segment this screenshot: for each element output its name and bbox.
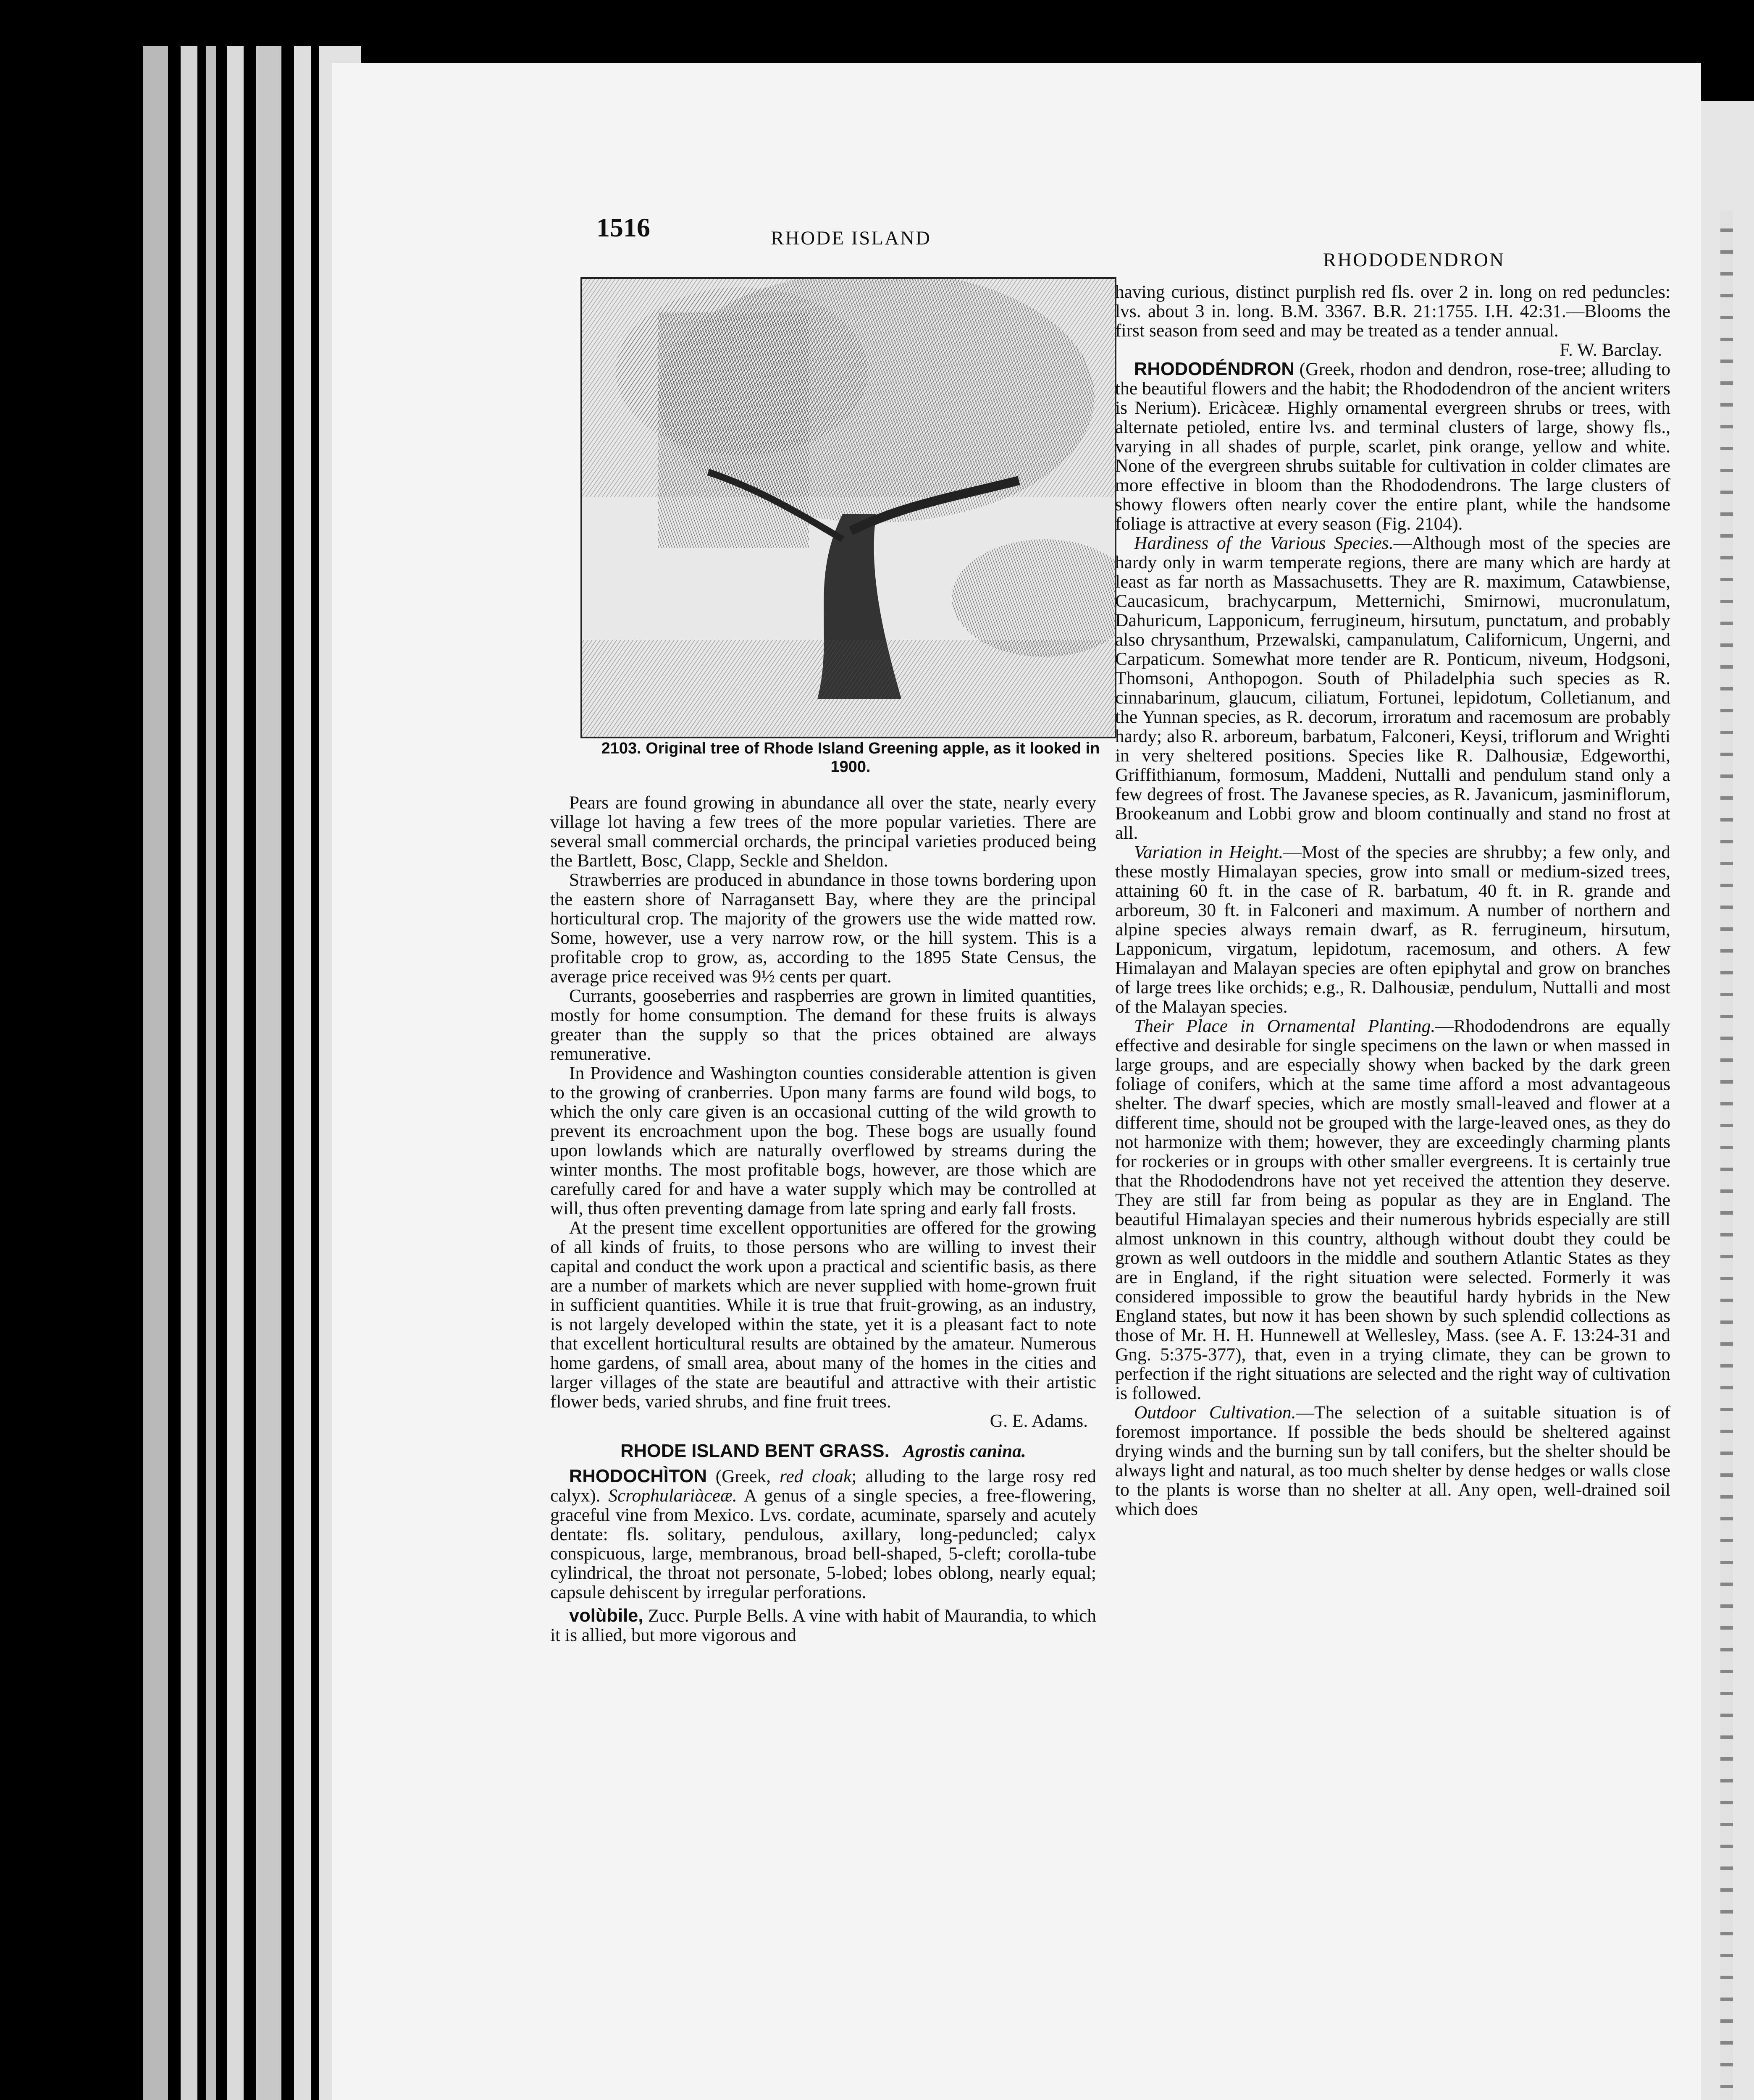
entry-volubile-head: volùbile,: [569, 1606, 643, 1626]
figure-illustration: [580, 277, 1116, 738]
paragraph-cranberries: In Providence and Washington counties considerable attention is given to the growing of cranberries. Upon many farms are found wild bogs, to which the only care given is an occasional cutting of the wild growth to prevent its encroachment upon the bog. These bogs are usually found upon lowlands which are naturally overflowed by streams during the winter months. The most profitable bogs, however, are those which are carefully cared for and have a water supply which may be controlled at will, thus often preventing damage from late spring and early fall frosts.: [550, 1063, 1096, 1218]
caption-line-1: 2103. Original tree of Rhode Island Greening apple,: [601, 740, 989, 757]
section-outdoor-title: Outdoor Cultivation.: [1134, 1402, 1296, 1423]
page-number: 1516: [596, 213, 650, 242]
left-column: [550, 793, 1096, 1645]
entry-rhodochiton-meaning: red cloak: [780, 1466, 852, 1486]
entry-rhododendron-intro: (Greek, rhodon and dendron, rose-tree; alluding to the beautiful flowers and the habit; the Rhododendron of the ancient writers is Nerium). Ericàceæ. Highly ornamental evergreen shrubs or trees, with alternate petioled, entire lvs. and terminal clusters of large, showy fls., varying in all shades of purple, scarlet, pink orange, yellow and white. None of the evergreen shrubs suitable for cultivation in colder climates are more effective in bloom than the Rhododendrons. The large clusters of showy flowers often nearly cover the entire plant, while the handsome foliage is attractive at every season (Fig. 2104).: [1115, 359, 1671, 534]
section-outdoor-text: —The selection of a suitable situation is of foremost importance. If possible the beds should be sheltered against drying winds and the burning sun by tall conifers, but the shelter should be always light and natural, as too much shelter by dense hedges or walls close to the plants is worse than no shelter at all. Any open, well-drained soil which does: [1115, 1402, 1670, 1519]
entry-rhodochiton-intro: (Greek,: [715, 1466, 771, 1486]
signature-adams: G. E. Adams.: [990, 1411, 1088, 1431]
section-outdoor: [1115, 1403, 1670, 1519]
tree-engraving: [582, 279, 1115, 737]
entry-rhododendron: [1115, 360, 1670, 533]
entry-rhodochiton-family: Scrophulariàceæ.: [608, 1486, 737, 1506]
paragraph-strawberries: Strawberries are produced in abundance in those towns bordering upon the eastern shore of Narragansett Bay, where they are the principal horticultural crop. The majority of the growers use the wide matted row. Some, however, use a very narrow row, or the hill system. This is a profitable crop to grow, as, according to the 1895 State Census, the average price received was 9½ cents per quart.: [550, 870, 1096, 987]
facing-page-edge: [1701, 101, 1754, 2100]
section-hardiness-title: Hardiness of the Various Species.: [1134, 533, 1394, 553]
entry-volubile-text: Zucc. Purple Bells. A vine with habit of Maurandia, to which it is allied, but more vigorous and: [550, 1606, 1096, 1645]
right-column: [1115, 282, 1670, 1519]
paragraph-currants: Currants, gooseberries and raspberries are grown in limited quantities, mostly for home consumption. The demand for these fruits is always greater than the supply so that the prices obtained are always remunerative.: [550, 986, 1096, 1064]
entry-rhodochiton-head: RHODOCHÌTON: [569, 1466, 707, 1486]
entry-rhodochiton: [550, 1467, 1096, 1602]
paragraph-continuation: having curious, distinct purplish red fls. over 2 in. long on red peduncles: lvs. about 3 in. long. B.M. 3367. B.R. 21:1755. I.H. 42:31.—Blooms the first season from seed and may be treated as a tender annual.: [1115, 282, 1670, 341]
section-planting-title: Their Place in Ornamental Planting.: [1134, 1016, 1436, 1036]
entry-bent-grass: [550, 1441, 1096, 1461]
section-variation: [1115, 843, 1670, 1016]
paragraph-pears: Pears are found growing in abundance all over the state, nearly every village lot having a few trees of the more popular varieties. There are several small commercial orchards, the principal varieties produced being the Bartlett, Bosc, Clapp, Seckle and Sheldon.: [550, 793, 1096, 871]
entry-bent-grass-latin: Agrostis canina.: [903, 1441, 1026, 1461]
section-variation-title: Variation in Height.: [1134, 842, 1284, 862]
section-variation-text: —Most of the species are shrubby; a few only, and these mostly Himalayan species, grow into small or medium-sized trees, attaining 60 ft. in the case of R. barbatum, 40 ft. in R. grande and arboreum, 30 ft. in Falconeri and maximum. A number of northern and alpine species always remain dwarf, as R. ferrugineum, hirsutum, Lapponicum, virgatum, lepidotum, racemosum, and others. A few Himalayan and Malayan species are often epiphytal and grow on branches of large trees like orchids; e.g., R. Dalhousiæ, pendulum, Nuttalli and most of the Malayan species.: [1115, 842, 1670, 1017]
entry-rhodochiton-text1: ; alluding to the large rosy red calyx).: [550, 1466, 1097, 1506]
paragraph-opportunities: At the present time excellent opportunities are offered for the growing of all kinds of fruits, to those persons who are willing to invest their capital and conduct the work upon a practical and scientific basis, as there are a number of markets which are never supplied with home-grown fruit in sufficient quantities. While it is true that fruit-growing, as an industry, is not largely developed within the state, yet it is a pleasant fact to note that excellent horticultural results are obtained by the amateur. Numerous home gardens, of small area, about many of the homes in the cities and larger villages of the state are beautiful and attractive with their artistic flower beds, varied shrubs, and fine fruit trees.: [550, 1218, 1096, 1412]
running-head-left: RHODE ISLAND: [771, 227, 931, 249]
signature-barclay: F. W. Barclay.: [1560, 340, 1662, 360]
running-head-right: RHODODENDRON: [1323, 249, 1505, 271]
entry-rhodochiton-description: A genus of a single species, a free-flowering, graceful vine from Mexico. Lvs. cordate, acuminate, sparsely and acutely dentate: fls. solitary, pendulous, axillary, long-peduncled; calyx conspicuous, large, membranous, broad bell-shaped, 5-cleft; corolla-tube cylindrical, the throat not personate, 5-lobed; lobes oblong, nearly equal; capsule dehiscent by irregular perforations.: [550, 1486, 1096, 1602]
entry-rhododendron-head: RHODODÉNDRON: [1134, 359, 1294, 379]
section-planting-text: —Rhododendrons are equally effective and desirable for single specimens on the lawn or when massed in large groups, and are especially showy when backed by the dark green foliage of conifers, which at the same time afford a most advantageous shelter. The dwarf species, which are mostly small-leaved and flower at a different time, should not be grouped with the large-leaved ones, as they do not harmonize with them; however, they are exceedingly charming plants for rockeries or in groups with other smaller evergreens. It is certainly true that the Rhododendrons have not yet received the attention they deserve. They are still far from being as popular as they are in England. The beautiful Himalayan species and their numerous hybrids especially are still almost unknown in this country, although without doubt they could be grown as well outdoors in the middle and southern Atlantic States as they are in England, if the right situation were selected. Formerly it was considered impossible to grow the beautiful hardy hybrids in the New England states, but now it has been shown by such splendid collections as those of Mr. H. H. Hunnewell at Wellesley, Mass. (see A. F. 13:24-31 and Gng. 5:375-377), that, even in a trying climate, they can be grown to perfection if the right situations are selected and the right way of cultivation is followed.: [1115, 1016, 1671, 1403]
entry-bent-grass-head: RHODE ISLAND BENT GRASS.: [620, 1441, 890, 1461]
figure-caption: [586, 739, 1115, 776]
entry-volubile: [550, 1606, 1096, 1645]
caption-line-2: as it looked in 1900.: [830, 740, 1100, 776]
section-planting: [1115, 1016, 1670, 1403]
section-hardiness-text: —Although most of the species are hardy only in warm temperate regions, there are many which are hardy at least as far north as Massachusetts. They are R. maximum, Catawbiense, Caucasicum, brachycarpum, Metternichi, Smirnowi, mucronulatum, Dahuricum, Lapponicum, ferrugineum, hirsutum, punctatum, and probably also chrysanthum, Przewalski, campanulatum, Californicum, Ungerni, and Carpaticum. Somewhat more tender are R. Ponticum, niveum, Hodgsoni, Thomsoni, Anthopogon. South of Philadelphia such species as R. cinnabarinum, glaucum, ciliatum, Fortunei, lepidotum, Colletianum, and the Yunnan species, as R. decorum, irroratum and racemosum are probably hardy; also R. arboreum, barbatum, Falconeri, Keysi, triflorum and Wrighti in very sheltered positions. Species like R. Dalhousiæ, Edgeworthi, Griffithianum, formosum, Maddeni, Nuttalli and pendulum stand only a few degrees of frost. The Javanese species, as R. Javanicum, jasminiflorum, Brookeanum and Lobbi grow and bloom continually and stand no frost at all.: [1115, 533, 1670, 843]
book-page-edges: [143, 46, 361, 2100]
section-hardiness: [1115, 533, 1670, 843]
